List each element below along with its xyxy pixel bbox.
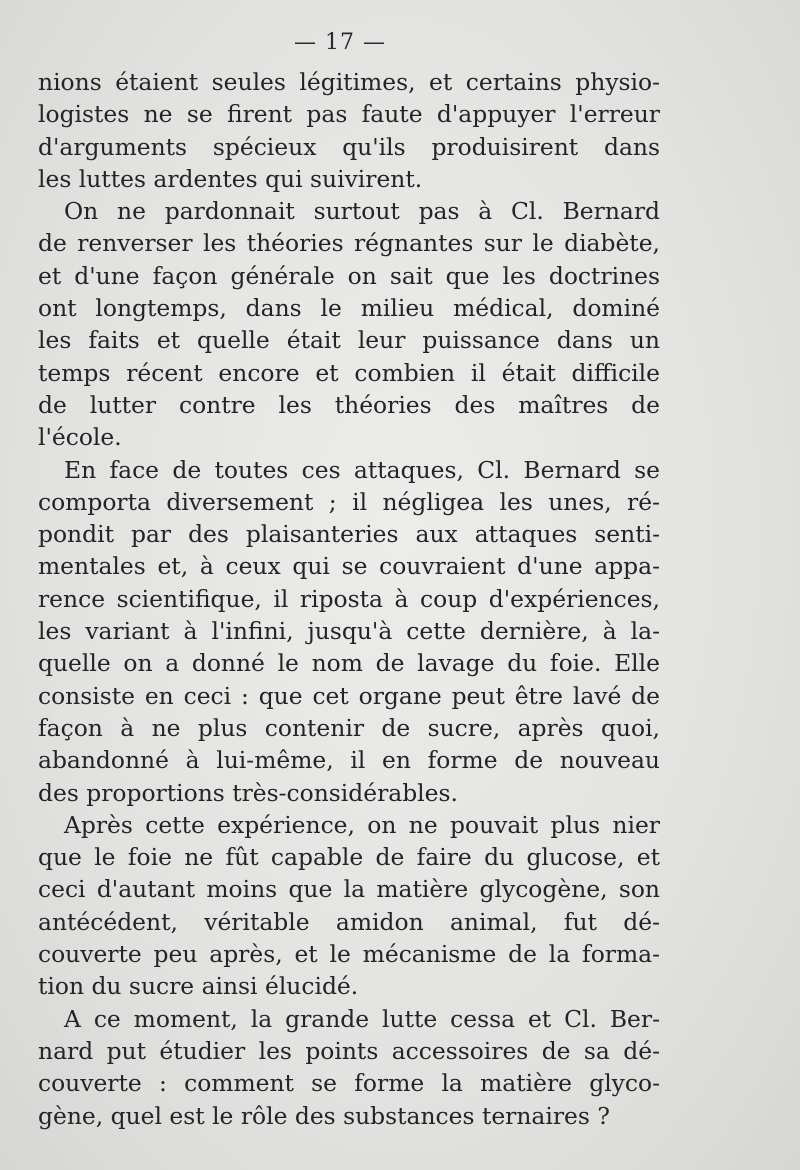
text-line: logistes ne se firent pas faute d'appuyer l'erreur (38, 100, 660, 129)
text-line: gène, quel est le rôle des substances ternaires ? (38, 1101, 610, 1130)
text-line: rence scientifique, il riposta à coup d'expériences, (38, 584, 660, 613)
text-line: couverte : comment se forme la matière glyco- (38, 1069, 660, 1098)
text-line: A ce moment, la grande lutte cessa et Cl. Ber- (64, 1004, 660, 1033)
text-line: les faits et quelle était leur puissance dans un (38, 326, 660, 355)
text-line: abandonné à lui-même, il en forme de nouveau (38, 746, 660, 775)
text-line: Après cette expérience, on ne pouvait plus nier (64, 810, 660, 839)
text-line: tion du sucre ainsi élucidé. (38, 972, 359, 1001)
text-line: On ne pardonnait surtout pas à Cl. Bernard (64, 197, 660, 226)
text-line: des proportions très-considérables. (38, 778, 458, 807)
text-line: mentales et, à ceux qui se couvraient d'une appa- (38, 552, 660, 581)
text-line: En face de toutes ces attaques, Cl. Bernard se (64, 455, 660, 484)
text-line: quelle on a donné le nom de lavage du foie. Elle (38, 649, 660, 678)
text-line: nard put étudier les points accessoires de sa dé- (38, 1036, 660, 1065)
text-line: les luttes ardentes qui suivirent. (38, 164, 423, 193)
text-line: l'école. (38, 423, 122, 452)
text-line: pondit par des plaisanteries aux attaques senti- (38, 520, 660, 549)
text-line: consiste en ceci : que cet organe peut être lavé de (38, 681, 660, 710)
text-line: de renverser les théories régnantes sur le diabète, (38, 229, 660, 258)
text-line: que le foie ne fût capable de faire du glucose, et (38, 843, 660, 872)
text-line: temps récent encore et combien il était difficile (38, 358, 660, 387)
body-text (38, 66, 660, 1132)
text-line: ceci d'autant moins que la matière glycogène, son (38, 875, 660, 904)
text-line: et d'une façon générale on sait que les doctrines (38, 261, 660, 290)
text-line: façon à ne plus contenir de sucre, après quoi, (38, 713, 660, 742)
text-line: ont longtemps, dans le milieu médical, dominé (38, 294, 660, 323)
text-line: nions étaient seules légitimes, et certains physio- (38, 68, 660, 96)
text-line: les variant à l'infini, jusqu'à cette dernière, à la- (38, 617, 660, 646)
text-line: comporta diversement ; il négligea les unes, ré- (38, 487, 660, 516)
text-line: de lutter contre les théories des maîtres de (38, 390, 660, 419)
text-line: antécédent, véritable amidon animal, fut dé- (38, 907, 660, 936)
page-number: — 17 — (294, 30, 386, 55)
text-line: couverte peu après, et le mécanisme de la forma- (38, 940, 660, 969)
text-line: d'arguments spécieux qu'ils produisirent dans (38, 132, 660, 161)
